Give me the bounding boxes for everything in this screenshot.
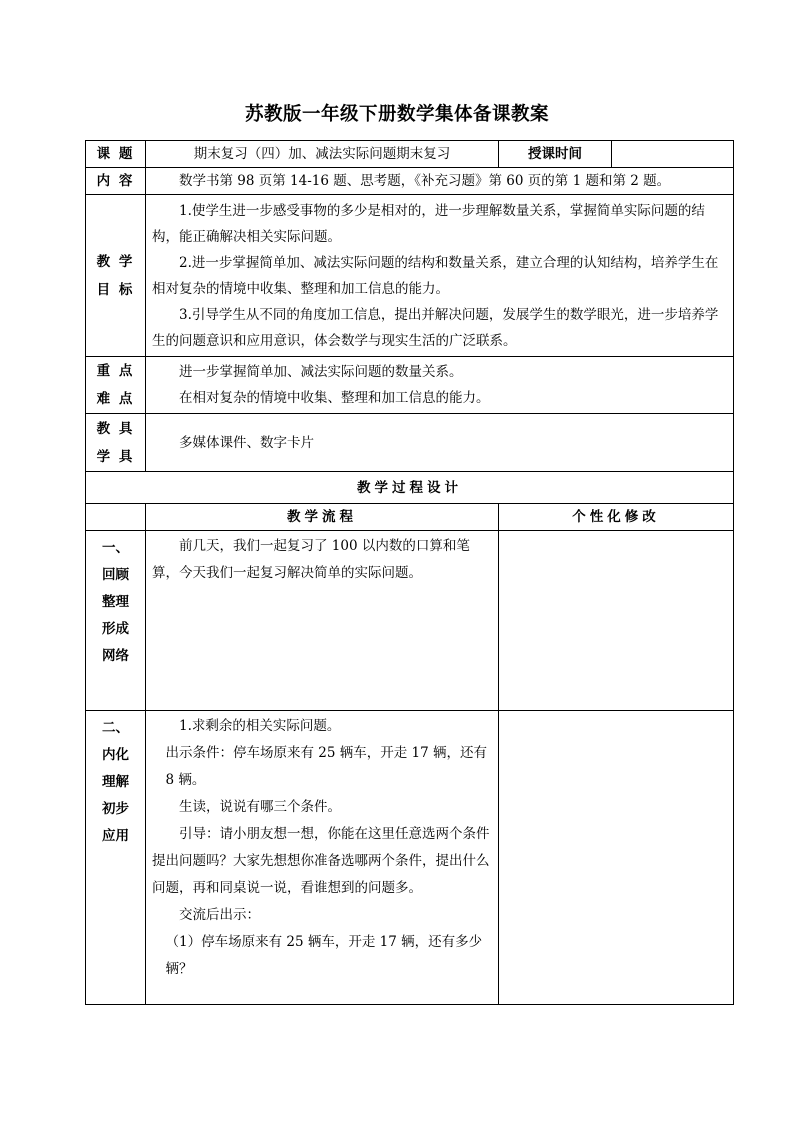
objectives-label bbox=[86, 195, 146, 357]
flow-paragraph: 生读，说说有哪三个条件。 bbox=[179, 799, 341, 815]
topic-label: 课 题 bbox=[86, 141, 146, 168]
section-modify bbox=[499, 531, 734, 711]
tools-label-line2: 学 具 bbox=[96, 448, 135, 465]
tools-row bbox=[86, 414, 734, 472]
objective-item: 1.使学生进一步感受事物的多少是相对的，进一步理解数量关系，掌握简单实际问题的结构，能正确解决相关实际问题。 bbox=[152, 202, 705, 245]
section-flow bbox=[146, 531, 499, 711]
section-label-line: 初步 bbox=[102, 801, 129, 817]
objectives-value bbox=[146, 195, 734, 357]
keypoints-label-line1: 重 点 bbox=[96, 363, 135, 379]
flow-paragraph: 前几天，我们一起复习了 100 以内数的口算和笔算，今天我们一起复习解决简单的实际问题。 bbox=[152, 538, 470, 581]
flow-paragraph: （1）停车场原来有 25 辆车，开走 17 辆，还有多少辆？ bbox=[165, 934, 483, 977]
modify-heading: 个性化修改 bbox=[499, 504, 734, 531]
section-label-line: 整理 bbox=[102, 594, 129, 610]
objective-item: 3.引导学生从不同的角度加工信息，提出并解决问题，发展学生的数学眼光，进一步培养学生的问题意识和应用意识，体会数学与现实生活的广泛联系。 bbox=[152, 306, 719, 349]
section-label bbox=[86, 531, 146, 711]
topic-row bbox=[86, 141, 734, 168]
section-label-line: 应用 bbox=[102, 828, 129, 844]
section-flow bbox=[146, 711, 499, 1005]
keypoints-label-line2: 难 点 bbox=[96, 391, 135, 407]
column-heading-row bbox=[86, 504, 734, 531]
section-row bbox=[86, 531, 734, 711]
section-label-line: 网络 bbox=[102, 648, 129, 664]
section-label-line: 回顾 bbox=[102, 567, 129, 583]
tools-value bbox=[146, 414, 734, 472]
difficulty-text: 在相对复杂的情境中收集、整理和加工信息的能力。 bbox=[179, 390, 490, 406]
section-label-line: 内化 bbox=[102, 747, 129, 763]
section-label-line: 理解 bbox=[102, 774, 129, 790]
section-label-line: 形成 bbox=[102, 621, 129, 637]
content-text: 数学书第 98 页第 14-16 题、思考题，《补充习题》第 60 页的第 1 题和第 2 题。 bbox=[179, 173, 671, 189]
flow-paragraph: 1.求剩余的相关实际问题。 bbox=[179, 718, 341, 734]
keypoints-value bbox=[146, 357, 734, 414]
lesson-plan-table bbox=[85, 140, 734, 1005]
section-row bbox=[86, 711, 734, 1005]
time-label: 授课时间 bbox=[499, 141, 612, 168]
tools-text: 多媒体课件、数字卡片 bbox=[179, 434, 314, 451]
section-label-line: 一、 bbox=[102, 540, 129, 556]
process-heading: 教学过程设计 bbox=[86, 472, 734, 504]
section-label bbox=[86, 711, 146, 1005]
objectives-label-line1: 教 学 bbox=[96, 253, 135, 270]
page-title: 苏教版一年级下册数学集体备课教案 bbox=[244, 104, 549, 125]
objectives-label-line2: 目 标 bbox=[96, 281, 135, 298]
flow-paragraph: 引导：请小朋友想一想，你能在这里任意选两个条件提出问题吗？大家先想想你准备选哪两个条件，提出什么问题，再和同桌说一说，看谁想到的问题多。 bbox=[152, 826, 490, 896]
tools-label bbox=[86, 414, 146, 472]
flow-heading: 教学流程 bbox=[146, 504, 499, 531]
flow-paragraph: 出示条件：停车场原来有 25 辆车，开走 17 辆，还有 8 辆。 bbox=[165, 745, 488, 788]
process-heading-row bbox=[86, 472, 734, 504]
tools-label-line1: 教 具 bbox=[96, 420, 135, 437]
keypoints-row bbox=[86, 357, 734, 414]
topic-value: 期末复习（四）加、减法实际问题期末复习 bbox=[146, 141, 499, 168]
flow-paragraph: 交流后出示： bbox=[179, 907, 260, 923]
keypoint-text: 进一步掌握简单加、减法实际问题的数量关系。 bbox=[179, 364, 463, 380]
empty-header-cell bbox=[86, 504, 146, 531]
section-modify bbox=[499, 711, 734, 1005]
keypoints-label bbox=[86, 357, 146, 414]
time-value bbox=[612, 141, 734, 168]
content-value bbox=[146, 168, 734, 195]
objective-item: 2.进一步掌握简单加、减法实际问题的结构和数量关系，建立合理的认知结构，培养学生在相对复杂的情境中收集、整理和加工信息的能力。 bbox=[152, 254, 719, 297]
objectives-row bbox=[86, 195, 734, 357]
content-label: 内 容 bbox=[86, 168, 146, 195]
section-label-line: 二、 bbox=[102, 720, 129, 736]
content-row bbox=[86, 168, 734, 195]
